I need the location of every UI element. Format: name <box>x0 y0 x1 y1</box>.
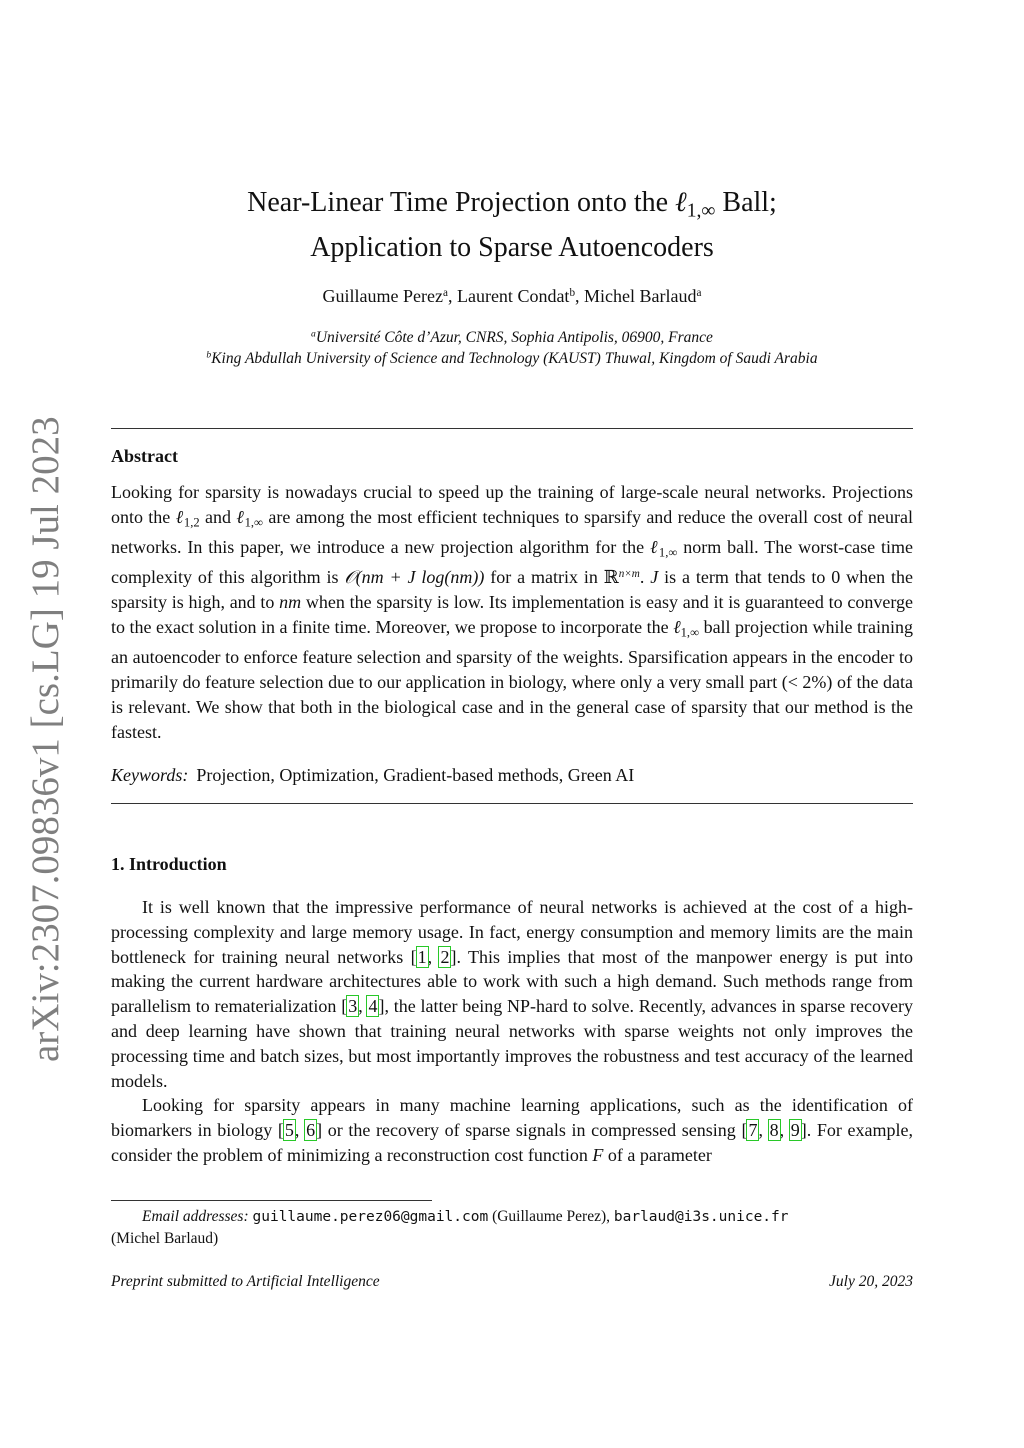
abstract-top-rule <box>111 428 913 429</box>
paragraph: Looking for sparsity appears in many machine learning applications, such as the identification of biomarkers in biology [5, 6] or the recovery of sparse signals in compressed sensing [7, 8, 9]. For example, consider the problem of minimizing a reconstruction cost function F of a parameter <box>111 1095 914 1165</box>
math-l1inf: ℓ <box>650 537 659 558</box>
math-matrix-space: ℝ <box>603 567 619 588</box>
citation-link[interactable]: 3 <box>348 996 358 1017</box>
citation-link[interactable]: 2 <box>440 946 450 967</box>
math-complexity: 𝒪(nm + J log(nm)) <box>344 567 485 588</box>
math-f: F <box>592 1144 604 1165</box>
affiliation: $^b$King Abdullah University of Science and Technology (KAUST) Thuwal, Kingdom of Saudi Arabia <box>206 349 818 367</box>
preprint-date: July 20, 2023 <box>829 1273 913 1290</box>
keywords-text: Projection, Optimization, Gradient-based methods, Green AI <box>196 765 635 785</box>
affiliation: $^a$Université Côte d’Azur, CNRS, Sophia Antipolis, 06900, France <box>311 328 713 346</box>
citation-link[interactable]: 8 <box>769 1120 779 1141</box>
introduction-body <box>111 895 913 1168</box>
author-mark: a <box>696 286 702 299</box>
math-lt2: < 2% <box>787 672 827 693</box>
citation-link[interactable]: 6 <box>306 1120 316 1141</box>
affiliations <box>112 327 912 369</box>
email-link[interactable]: guillaume.perez06@gmail.com <box>252 1209 489 1225</box>
citation-link[interactable]: 4 <box>368 996 378 1017</box>
section-heading-introduction: 1. Introduction <box>111 854 227 874</box>
math-j: J <box>650 567 659 588</box>
title-line-1: Near-Linear Time Projection onto the ℓ$_{1,\infty}$ Ball; <box>247 187 777 222</box>
math-l12: ℓ <box>175 506 184 527</box>
author-list: Guillaume Perez$^a$, Laurent Condat$^b$, Michel Barlaud$^a$ <box>322 286 702 306</box>
footnote-rule <box>111 1200 432 1201</box>
abstract-bottom-rule <box>111 803 913 804</box>
citation-link[interactable]: 1 <box>417 946 427 967</box>
email-link[interactable]: barlaud@i3s.unice.fr <box>613 1209 789 1225</box>
citation-link[interactable]: 9 <box>790 1120 800 1141</box>
abstract-heading: Abstract <box>111 446 178 466</box>
paper-title <box>112 184 912 266</box>
footnote-label: Email addresses: <box>142 1208 249 1225</box>
author-name: Guillaume Perez <box>322 286 444 306</box>
abstract-body: Looking for sparsity is nowadays crucial to speed up the training of large-scale neural networks. Projections onto the ℓ$_{1,2}$ and ℓ$_{1,\infty}$ are among the most efficient techniques to sparsify and reduce the overall cost of neural networks. In this paper, we introduce a new projection algorithm for the ℓ$_{1,\infty}$ norm ball. The worst-case time complexity of this algorithm is 𝒪(nm + J log(nm)) for a matrix in ℝ$^{n\times m}$. J is a term that tends to 0 when the sparsity is high, and to nm when the sparsity is low. Its implementation is easy and it is guaranteed to converge to the exact solution in a finite time. Moreover, we propose to incorporate the ℓ$_{1,\infty}$ ball projection while training an autoencoder to enforce feature selection and sparsity of the weights. Sparsification appears in the encoder to primarily do feature selection due to our application in biology, where only a very small part (< 2%) of the data is relevant. We show that both in the biological case and in the general case of sparsity that our method is the fastest. <box>111 482 914 742</box>
l1inf-symbol: ℓ <box>675 187 687 218</box>
author-name: Michel Barlaud <box>584 286 697 306</box>
keywords <box>111 765 634 786</box>
citation-link[interactable]: 7 <box>748 1120 758 1141</box>
author-mark: b <box>569 286 576 299</box>
title-line-2: Application to Sparse Autoencoders <box>310 232 714 264</box>
keywords-label: Keywords: <box>111 765 189 785</box>
math-nm: nm <box>279 592 302 613</box>
math-l1inf: ℓ <box>673 617 681 638</box>
author-mark: a <box>443 286 448 299</box>
math-l1inf: ℓ <box>236 506 245 527</box>
author-name: Laurent Condat <box>456 286 570 306</box>
citation-link[interactable]: 5 <box>284 1120 294 1141</box>
paragraph: It is well known that the impressive performance of neural networks is achieved at the cost of a high-processing complexity and large memory usage. In fact, energy consumption and memory limits are the main bottleneck for training neural networks [1, 2]. This implies that most of the manpower energy is put into making the current hardware architectures able to work with such a high demand. Such methods range from parallelism to rematerialization [3, 4], the latter being NP-hard to solve. Recently, advances in sparse recovery and deep learning have shown that training neural networks with sparse weights not only improves the processing time and batch sizes, but most importantly improves the robustness and test accuracy of the learned models. <box>111 897 914 1091</box>
footnote: Email addresses: guillaume.perez06@gmail.com (Guillaume Perez), barlaud@i3s.unice.fr (Michel Barlaud) <box>111 1208 789 1247</box>
arxiv-stamp: arXiv:2307.09836v1 [cs.LG] 19 Jul 2023 <box>24 416 67 1062</box>
preprint-note: Preprint submitted to Artificial Intelligence <box>111 1273 380 1290</box>
